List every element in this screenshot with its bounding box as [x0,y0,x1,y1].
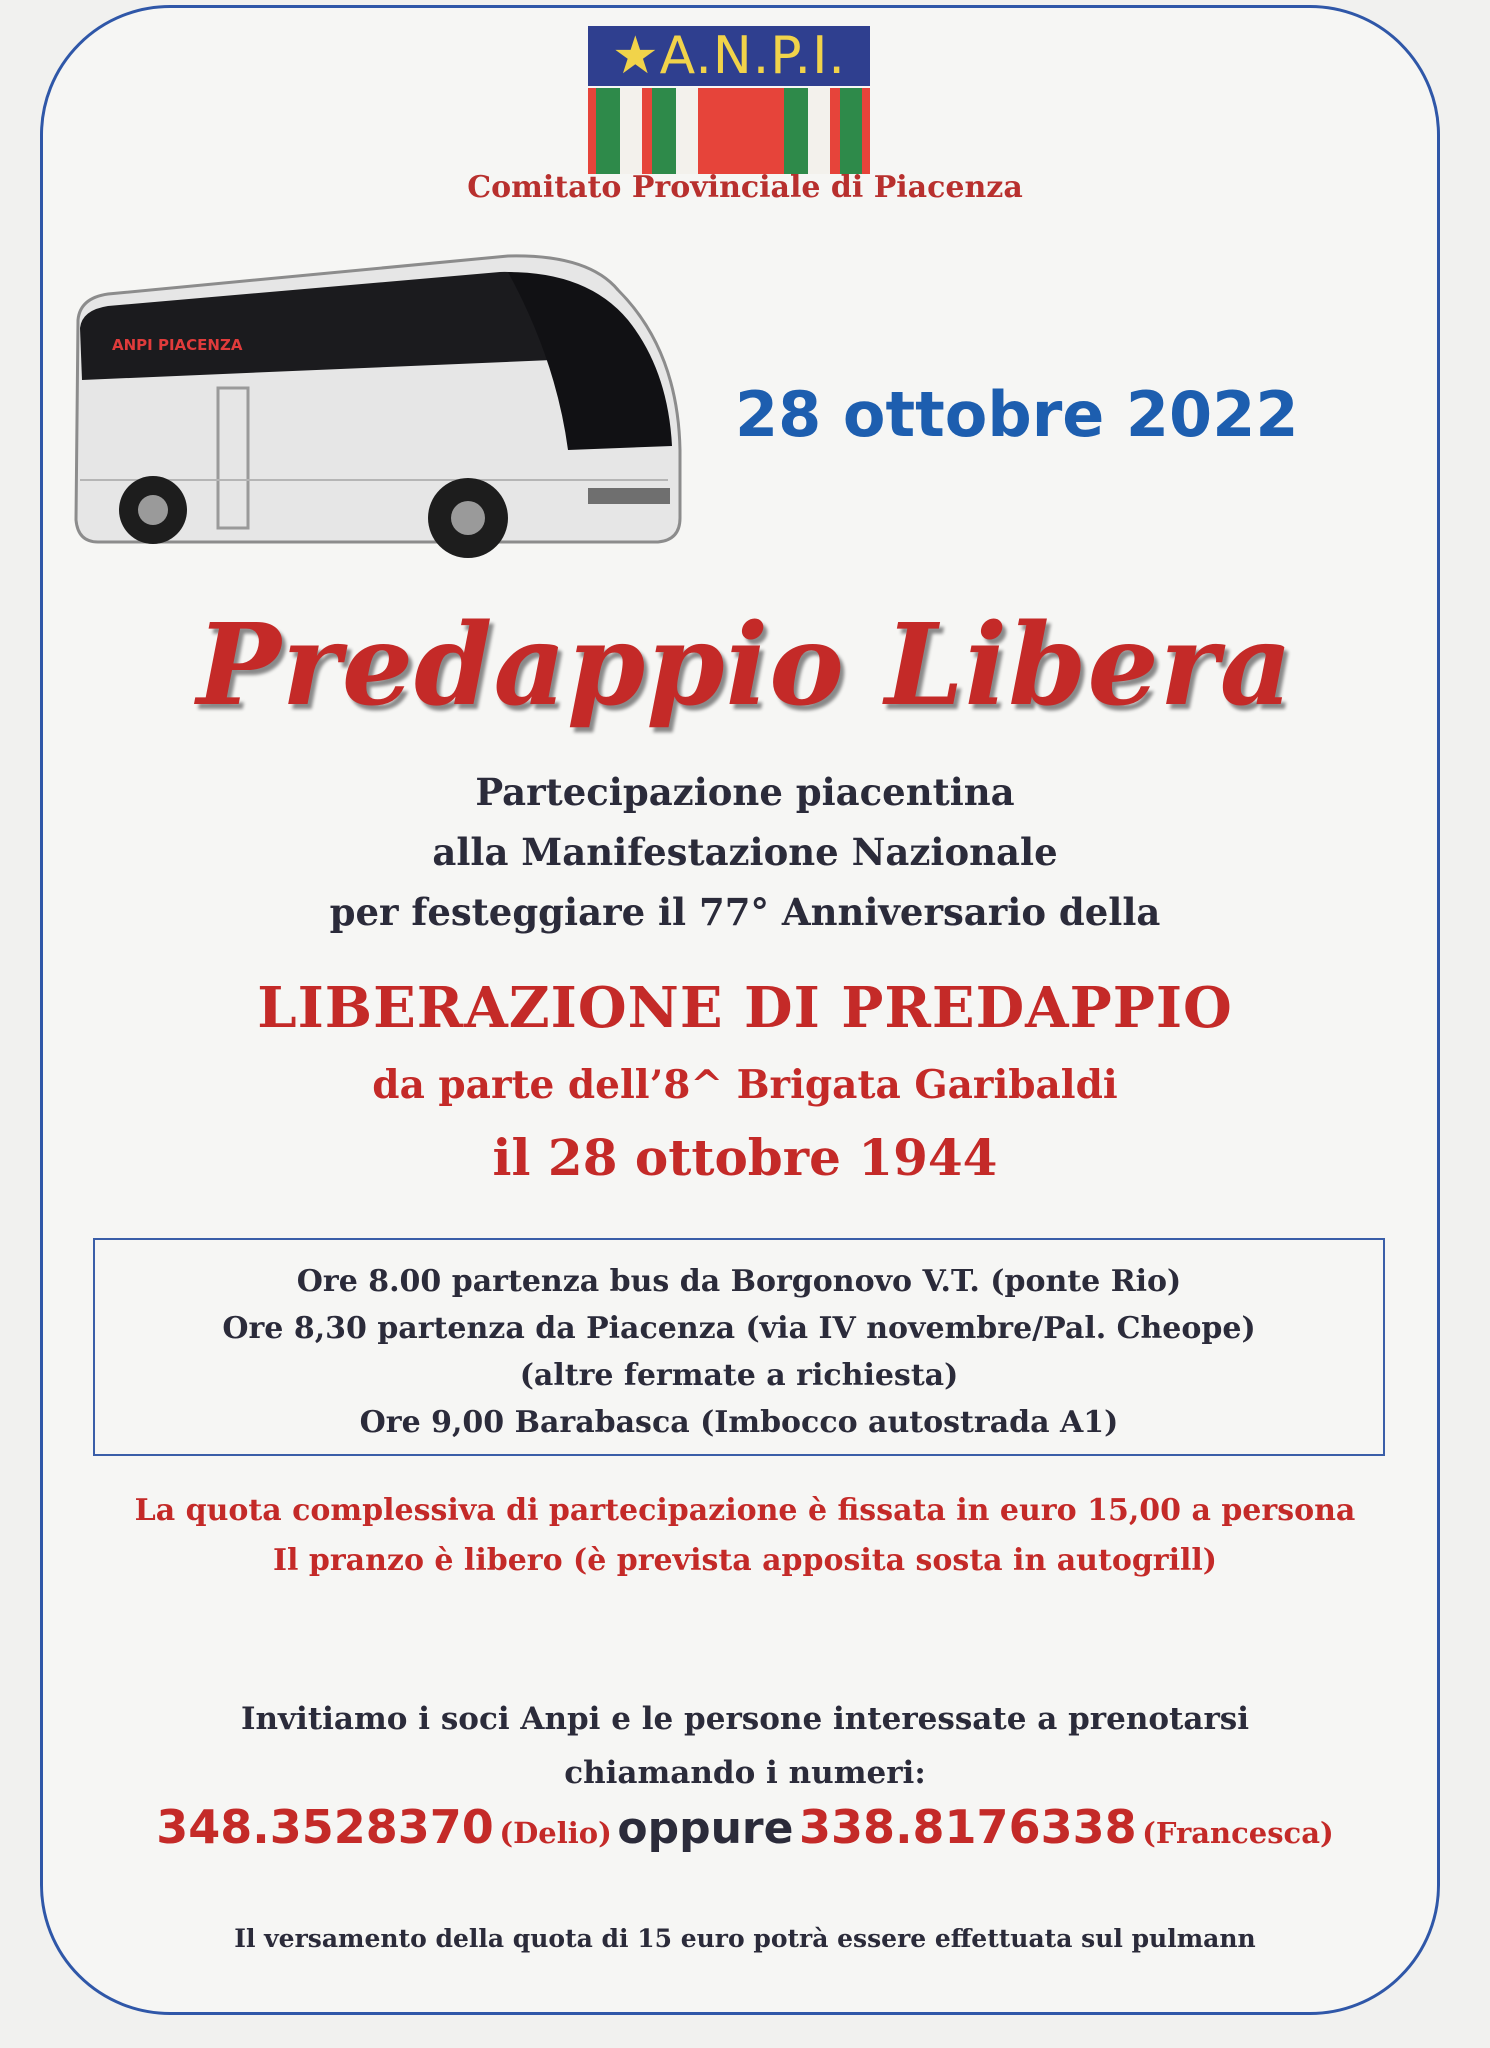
bus-icon [68,250,688,560]
committee-name: Comitato Provinciale di Piacenza [467,170,1023,205]
schedule-line: Ore 8.00 partenza bus da Borgonovo V.T. (ponte Rio) [296,1264,1182,1299]
subtitle-line-1: Partecipazione piacentina [475,770,1015,814]
headline: Predappio Libera [196,600,1294,731]
subtitle-line-2: alla Manifestazione Nazionale [432,830,1058,874]
schedule-line: Ore 9,00 Barabasca (Imbocco autostrada A1) [359,1405,1119,1440]
subtitle-line-3: per festeggiare il 77° Anniversario della [329,890,1161,934]
bus-label: ANPI PIACENZA [112,336,243,354]
contact-name-francesca: (Francesca) [1142,1816,1334,1850]
italian-flag-stripes-icon [588,88,870,174]
contact-name-delio: (Delio) [499,1816,612,1850]
schedule-box [93,1238,1385,1456]
liberation-title: LIBERAZIONE DI PREDAPPIO [257,975,1233,1041]
phone-francesca[interactable]: 338.8176338 [799,1800,1137,1854]
contact-numbers [0,1800,1490,1854]
anpi-logo-text: ★A.N.P.I. [588,26,870,86]
liberation-date: il 28 ottobre 1944 [492,1128,998,1187]
lunch-line: Il pranzo è libero (è prevista apposita sosta in autogrill) [273,1543,1217,1578]
contact-separator: oppure [617,1803,794,1854]
invite-line-2: chiamando i numeri: [564,1755,926,1791]
anpi-logo [588,26,870,150]
schedule-line: Ore 8,30 partenza da Piacenza (via IV novembre/Pal. Cheope) [222,1311,1256,1346]
event-date: 28 ottobre 2022 [735,378,1299,451]
quota-line: La quota complessiva di partecipazione è fissata in euro 15,00 a persona [134,1493,1356,1528]
phone-delio[interactable]: 348.3528370 [156,1800,494,1854]
liberation-brigade: da parte dell’8^ Brigata Garibaldi [372,1062,1118,1108]
invite-line-1: Invitiamo i soci Anpi e le persone interessate a prenotarsi [240,1701,1249,1737]
payment-note: Il versamento della quota di 15 euro potrà essere effettuata sul pulmann [234,1924,1256,1953]
schedule-line: (altre fermate a richiesta) [519,1358,959,1393]
